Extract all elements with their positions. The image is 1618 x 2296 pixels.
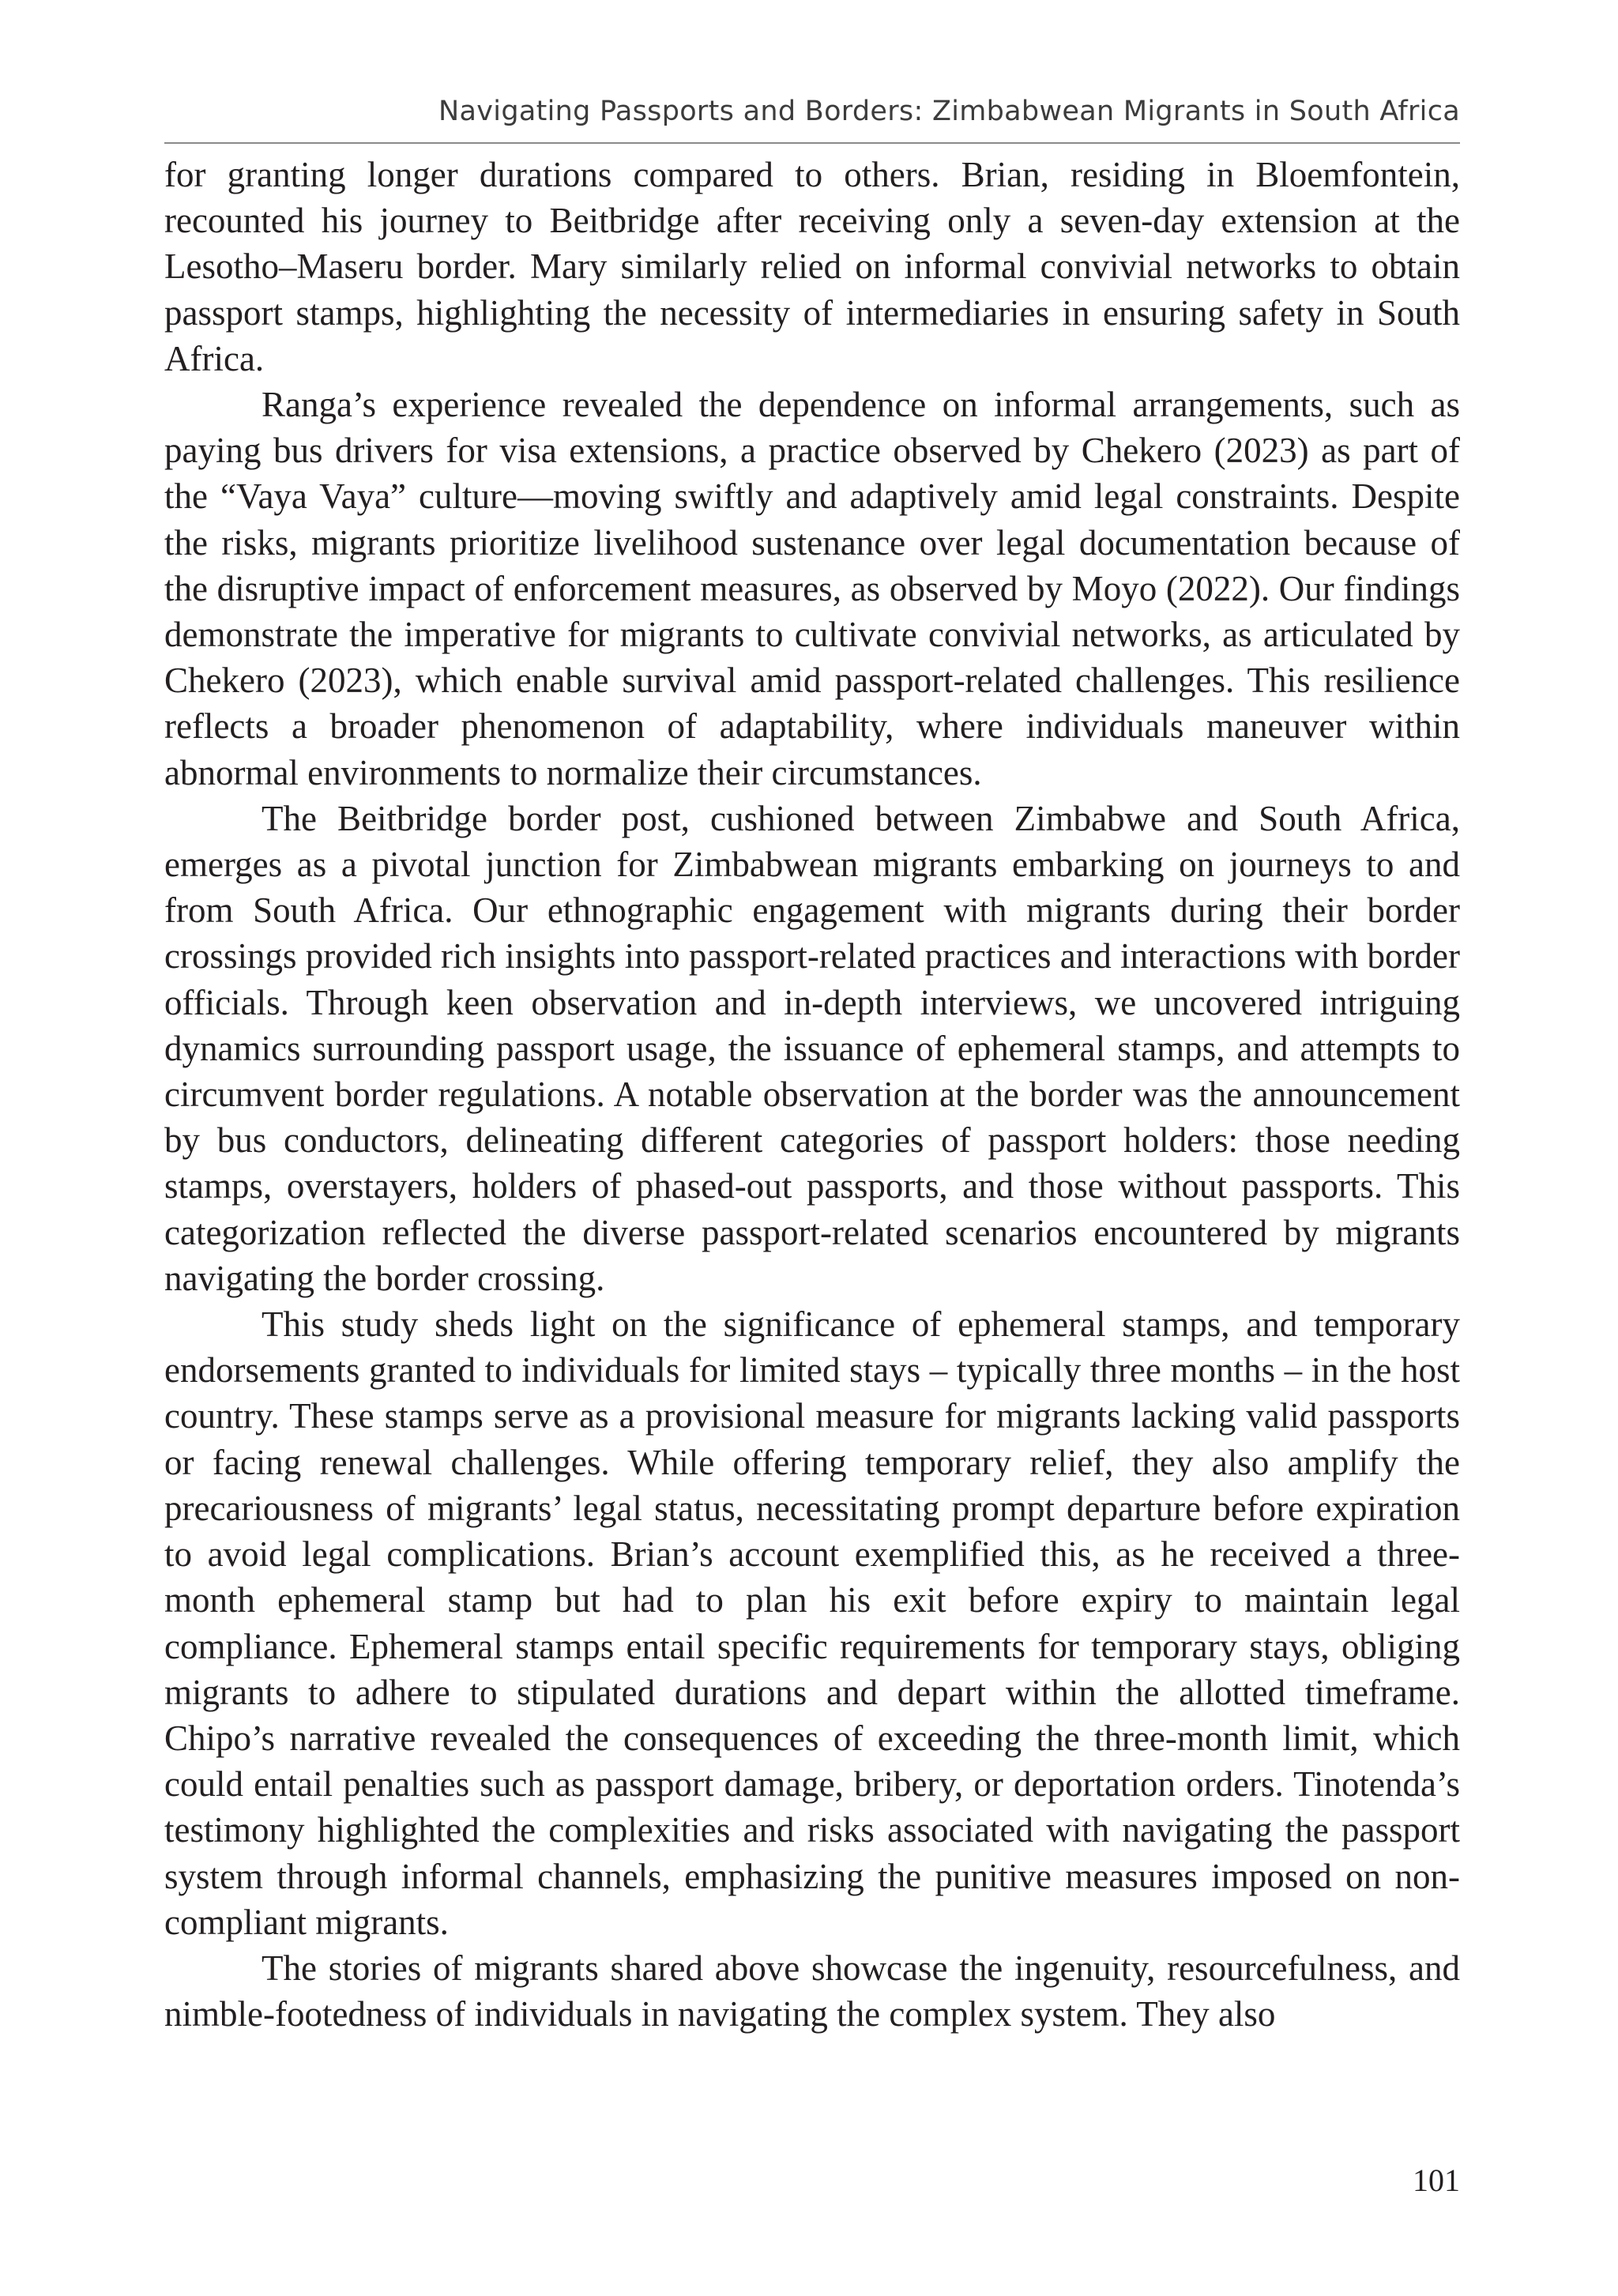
body-text	[164, 152, 1460, 2037]
paragraph-ranga: Ranga’s experience revealed the dependence on informal arrangements, such as paying bus drivers for visa extensions, a practice observed by Chekero (2023) as part of the “Vaya Vaya” culture—moving swiftly and adaptively amid legal constraints. Despite the risks, migrants prioritize livelihood sustenance over legal documentation because of the disruptive impact of enforcement measures, as observed by Moyo (2022). Our findings demonstrate the imperative for migrants to cultivate convivial networks, as articulated by Chekero (2023), which enable survival amid passport-related challenges. This resilience reflects a broader phenomenon of adaptability, where individuals maneuver within abnormal environments to normalize their circumstances.	[164, 385, 1460, 792]
paragraph-beitbridge: The Beitbridge border post, cushioned between Zimbabwe and South Africa, emerges as a pivotal junction for Zimbabwean migrants embarking on journeys to and from South Africa. Our ethnographic engagement with migrants during their border crossings provided rich insights into passport-related practices and interactions with border officials. Through keen observation and in-depth interviews, we uncovered intriguing dynamics surrounding passport usage, the issuance of ephemeral stamps, and attempts to circumvent border regulations. A notable observation at the border was the announcement by bus conductors, delineating different categories of passport holders: those needing stamps, overstayers, holders of phased-out passports, and those without passports. This categorization reflected the diverse passport-related scenarios encountered by migrants navigating the border crossing.	[164, 798, 1460, 1298]
paragraph-continuation: for granting longer durations compared to others. Brian, residing in Bloemfontein, recounted his journey to Beitbridge after receiving only a seven-day extension at the Lesotho–Maseru border. Mary similarly relied on informal convivial networks to obtain passport stamps, highlighting the necessity of intermediaries in ensuring safety in South Africa.	[164, 155, 1460, 378]
page-number: 101	[1413, 2162, 1460, 2198]
paragraph-ephemeral-stamps: This study sheds light on the significance of ephemeral stamps, and temporary endorsements granted to individuals for limited stays – typically three months – in the host country. These stamps serve as a provisional measure for migrants lacking valid passports or facing renewal challenges. While offering temporary relief, they also amplify the precariousness of migrants’ legal status, necessitating prompt departure before expiration to avoid legal complications. Brian’s account exemplified this, as he received a three-month ephemeral stamp but had to plan his exit before expiry to maintain legal compliance. Ephemeral stamps entail specific requirements for temporary stays, obliging migrants to adhere to stipulated durations and depart within the allotted timeframe. Chipo’s narrative revealed the consequences of exceeding the three-month limit, which could entail penalties such as passport damage, bribery, or deportation orders. Tinotenda’s testimony highlighted the complexities and risks associated with navigating the passport system through informal channels, emphasizing the punitive measures imposed on non-compliant migrants.	[164, 1304, 1460, 1942]
header-divider	[164, 142, 1460, 144]
running-header: Navigating Passports and Borders: Zimbabwean Migrants in South Africa	[438, 96, 1460, 127]
paragraph-stories: The stories of migrants shared above showcase the ingenuity, resourcefulness, and nimble-footedness of individuals in navigating the complex system. They also	[164, 1948, 1460, 2034]
